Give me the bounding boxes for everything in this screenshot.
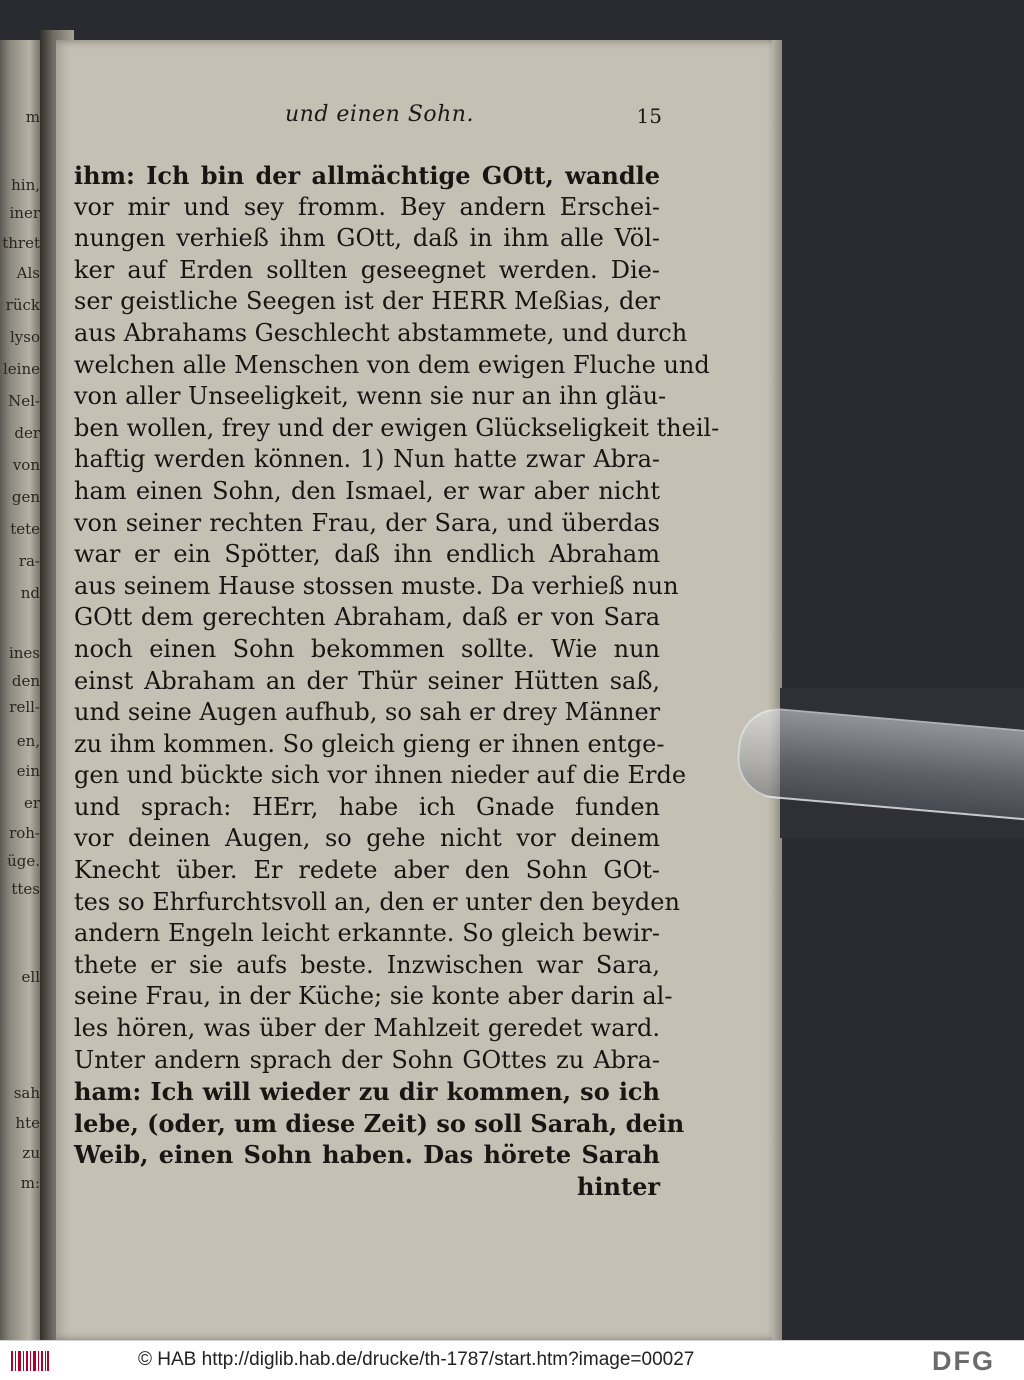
text-line: ham einen Sohn, den Ismael, er war aber nicht bbox=[74, 476, 660, 505]
text-line: GOtt dem gerechten Abraham, daß er von Sara bbox=[74, 603, 660, 632]
text-line: hinter bbox=[576, 1172, 660, 1201]
text-line: noch einen Sohn bekommen sollte. Wie nun bbox=[74, 634, 660, 663]
text-line: andern Engeln leicht erkannte. So gleich bewir- bbox=[74, 919, 660, 948]
text-line: lebe, (oder, um diese Zeit) so soll Sarah, dein bbox=[74, 1108, 685, 1138]
text-line: von seiner rechten Frau, der Sara, und überdas bbox=[74, 508, 660, 537]
left-page-fragment: den bbox=[11, 672, 40, 690]
text-line: ser geistliche Seegen ist der HERR Meßias, der bbox=[74, 287, 660, 316]
left-page-fragment: üge. bbox=[7, 852, 40, 870]
left-page-fragment: nd bbox=[20, 584, 40, 602]
dfg-logo: DFG bbox=[932, 1346, 995, 1376]
left-page-edge bbox=[0, 40, 42, 1340]
footer-bar bbox=[0, 1340, 1024, 1380]
left-page-fragment: ra- bbox=[18, 552, 40, 570]
text-line: ihm: Ich bin der allmächtige GOtt, wandle bbox=[74, 161, 660, 190]
left-page-fragment: Nel- bbox=[8, 392, 40, 410]
left-page-fragment: ell bbox=[21, 968, 40, 986]
text-line: aus Abrahams Geschlecht abstammete, und durch bbox=[74, 318, 688, 347]
left-page-fragment: sah bbox=[13, 1084, 40, 1102]
text-line: seine Frau, in der Küche; sie konte aber darin al- bbox=[74, 982, 673, 1011]
footer-link[interactable]: © HAB http://diglib.hab.de/drucke/th-1787/start.htm?image=00027 bbox=[138, 1349, 695, 1370]
text-line: welchen alle Menschen von dem ewigen Fluche und bbox=[74, 350, 710, 379]
text-line: und seine Augen aufhub, so sah er drey Männer bbox=[74, 698, 661, 727]
left-page-fragment: ttes bbox=[11, 880, 40, 898]
text-line: war er ein Spötter, daß ihn endlich Abraham bbox=[74, 540, 660, 569]
left-page-text-fragments bbox=[0, 40, 42, 1340]
left-page-fragment: zu bbox=[22, 1144, 40, 1162]
left-page-fragment: gen bbox=[11, 488, 40, 506]
left-page-fragment: er bbox=[23, 794, 40, 812]
left-page-fragment: m: bbox=[20, 1174, 40, 1192]
left-page-fragment: iner bbox=[9, 204, 40, 222]
left-page-fragment: rell- bbox=[9, 698, 40, 716]
text-line: Unter andern sprach der Sohn GOttes zu Abra- bbox=[74, 1045, 660, 1074]
text-line: ben wollen, frey und der ewigen Glückseligkeit theil- bbox=[74, 413, 720, 442]
text-line: und sprach: HErr, habe ich Gnade funden bbox=[74, 792, 660, 821]
page-number: 15 bbox=[636, 104, 662, 128]
body-text bbox=[74, 160, 720, 1203]
left-page-fragment: der bbox=[14, 424, 40, 442]
left-page-fragment: ein bbox=[16, 762, 40, 780]
text-line: ker auf Erden sollten geseegnet werden. Die- bbox=[74, 255, 660, 284]
text-line: vor deinen Augen, so gehe nicht vor deinem bbox=[74, 824, 660, 853]
left-page-fragment: von bbox=[12, 456, 40, 474]
text-line: nungen verhieß ihm GOtt, daß in ihm alle Völ- bbox=[74, 224, 660, 253]
left-page-fragment: Als bbox=[16, 264, 40, 282]
left-page-fragment: thret bbox=[2, 234, 40, 252]
text-line: les hören, was über der Mahlzeit geredet ward. bbox=[74, 1014, 660, 1043]
left-page-fragment: roh- bbox=[9, 824, 40, 842]
text-line: einst Abraham an der Thür seiner Hütten saß, bbox=[74, 666, 660, 695]
text-line: Knecht über. Er redete aber den Sohn GOt- bbox=[74, 856, 660, 885]
text-line: gen und bückte sich vor ihnen nieder auf die Erde bbox=[74, 761, 687, 790]
left-page-fragment: lyso bbox=[10, 328, 40, 346]
text-line: ham: Ich will wieder zu dir kommen, so ich bbox=[74, 1077, 660, 1107]
left-page-fragment: leine bbox=[2, 360, 40, 378]
text-line: thete er sie aufs beste. Inzwischen war Sara, bbox=[74, 950, 660, 979]
barcode-icon bbox=[10, 1349, 50, 1373]
text-line: tes so Ehrfurchtsvoll an, den er unter den beyden bbox=[74, 887, 680, 916]
left-page-fragment: m bbox=[25, 108, 40, 126]
left-page-fragment: en, bbox=[16, 732, 40, 750]
text-line: vor mir und sey fromm. Bey andern Erschei- bbox=[74, 192, 660, 221]
text-line: von aller Unseeligkeit, wenn sie nur an ihn gläu- bbox=[74, 382, 667, 411]
left-page-fragment: hin, bbox=[11, 176, 40, 194]
running-head: und einen Sohn. bbox=[285, 102, 474, 127]
text-line: Weib, einen Sohn haben. Das hörete Sarah bbox=[74, 1140, 660, 1170]
text-line: zu ihm kommen. So gleich gieng er ihnen entge- bbox=[74, 729, 665, 758]
text-line: haftig werden können. 1) Nun hatte zwar Abra- bbox=[74, 445, 660, 474]
left-page-fragment: ines bbox=[8, 644, 40, 662]
text-line: aus seinem Hause stossen muste. Da verhieß nun bbox=[74, 571, 679, 600]
left-page-fragment: hte bbox=[15, 1114, 40, 1132]
left-page-fragment: tete bbox=[10, 520, 40, 538]
left-page-fragment: rück bbox=[5, 296, 40, 314]
